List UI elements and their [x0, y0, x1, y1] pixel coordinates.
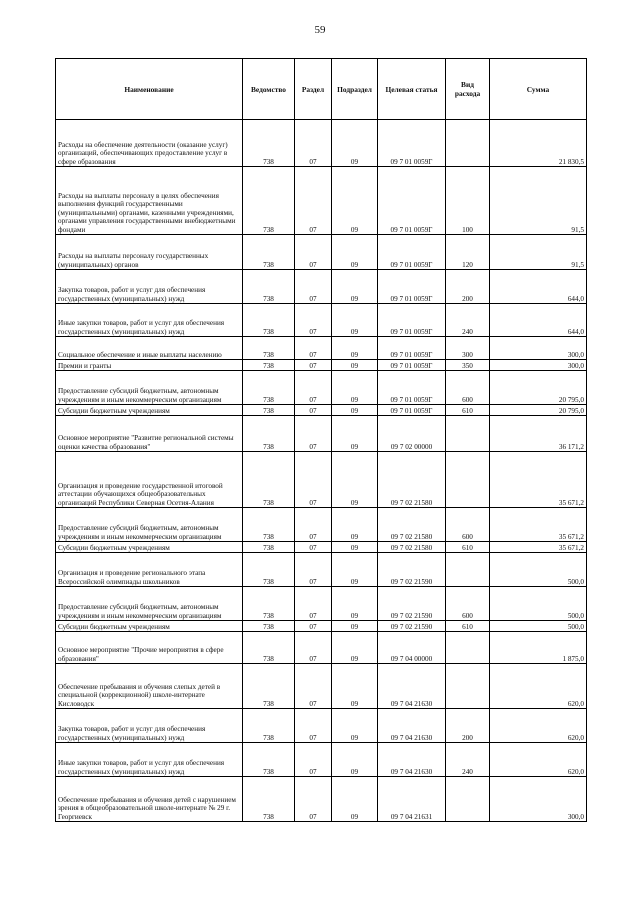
cell-name: Основное мероприятие "Прочие мероприятия в сфере образования": [56, 632, 243, 664]
cell-sum: 500,0: [490, 587, 587, 621]
cell-dept: 738: [243, 360, 295, 371]
cell-name: Предоставление субсидий бюджетным, автономным учреждениям и иным некоммерческим организациям: [56, 371, 243, 405]
cell-type: 200: [446, 270, 490, 304]
cell-dept: 738: [243, 167, 295, 235]
header-section: Раздел: [295, 59, 332, 120]
table-row: [56, 360, 587, 371]
cell-target: 09 7 01 0059Г: [378, 405, 446, 416]
table-row: [56, 743, 587, 777]
cell-dept: 738: [243, 120, 295, 167]
cell-target: 09 7 01 0059Г: [378, 235, 446, 270]
cell-dept: 738: [243, 371, 295, 405]
cell-target: 09 7 02 21580: [378, 452, 446, 508]
page-number: 59: [314, 24, 326, 36]
cell-sum: 300,0: [490, 777, 587, 822]
cell-target: 09 7 01 0059Г: [378, 270, 446, 304]
cell-sum: 620,0: [490, 743, 587, 777]
cell-type: [446, 452, 490, 508]
cell-target: 09 7 01 0059Г: [378, 167, 446, 235]
cell-dept: 738: [243, 777, 295, 822]
header-dept: Ведомство: [243, 59, 295, 120]
cell-sum: 500,0: [490, 621, 587, 632]
cell-dept: 738: [243, 743, 295, 777]
cell-section: 07: [295, 508, 332, 542]
table-row: [56, 167, 587, 235]
cell-section: 07: [295, 553, 332, 587]
cell-sum: 20 795,0: [490, 371, 587, 405]
cell-dept: 738: [243, 553, 295, 587]
table-row: [56, 304, 587, 337]
table-row: [56, 777, 587, 822]
cell-type: 600: [446, 508, 490, 542]
cell-section: 07: [295, 360, 332, 371]
cell-sum: 620,0: [490, 709, 587, 743]
cell-subsection: 09: [332, 621, 378, 632]
table-row: [56, 508, 587, 542]
cell-section: 07: [295, 337, 332, 360]
cell-target: 09 7 02 21590: [378, 587, 446, 621]
cell-section: 07: [295, 120, 332, 167]
cell-target: 09 7 01 0059Г: [378, 120, 446, 167]
cell-subsection: 09: [332, 167, 378, 235]
cell-type: 600: [446, 371, 490, 405]
cell-target: 09 7 04 21630: [378, 709, 446, 743]
cell-subsection: 09: [332, 337, 378, 360]
cell-target: 09 7 02 21580: [378, 508, 446, 542]
cell-sum: 1 875,0: [490, 632, 587, 664]
table-row: [56, 416, 587, 452]
cell-subsection: 09: [332, 120, 378, 167]
cell-target: 09 7 02 21590: [378, 553, 446, 587]
cell-subsection: 09: [332, 304, 378, 337]
cell-type: [446, 664, 490, 709]
cell-dept: 738: [243, 664, 295, 709]
cell-type: [446, 553, 490, 587]
table-row: [56, 337, 587, 360]
cell-name: Основное мероприятие "Развитие региональной системы оценки качества образования": [56, 416, 243, 452]
cell-dept: 738: [243, 416, 295, 452]
table-row: [56, 270, 587, 304]
cell-subsection: 09: [332, 587, 378, 621]
cell-subsection: 09: [332, 235, 378, 270]
cell-type: 240: [446, 743, 490, 777]
cell-sum: 36 171,2: [490, 416, 587, 452]
cell-section: 07: [295, 235, 332, 270]
table-row: [56, 542, 587, 553]
cell-type: 300: [446, 337, 490, 360]
cell-section: 07: [295, 304, 332, 337]
cell-name: Организация и проведение государственной итоговой аттестации обучающихся общеобразовательных организаций Республики Северная Осетия-Алания: [56, 452, 243, 508]
cell-section: 07: [295, 621, 332, 632]
cell-target: 09 7 01 0059Г: [378, 337, 446, 360]
cell-section: 07: [295, 167, 332, 235]
cell-subsection: 09: [332, 270, 378, 304]
cell-name: Социальное обеспечение и иные выплаты населению: [56, 337, 243, 360]
cell-name: Закупка товаров, работ и услуг для обеспечения государственных (муниципальных) нужд: [56, 709, 243, 743]
cell-type: 610: [446, 405, 490, 416]
table-row: [56, 632, 587, 664]
cell-section: 07: [295, 632, 332, 664]
cell-dept: 738: [243, 235, 295, 270]
table-row: [56, 371, 587, 405]
cell-type: [446, 777, 490, 822]
cell-sum: 644,0: [490, 304, 587, 337]
cell-name: Предоставление субсидий бюджетным, автономным учреждениям и иным некоммерческим организациям: [56, 587, 243, 621]
cell-name: Иные закупки товаров, работ и услуг для обеспечения государственных (муниципальных) нужд: [56, 304, 243, 337]
cell-subsection: 09: [332, 360, 378, 371]
cell-sum: 35 671,2: [490, 452, 587, 508]
cell-section: 07: [295, 777, 332, 822]
cell-sum: 91,5: [490, 235, 587, 270]
cell-target: 09 7 04 21630: [378, 743, 446, 777]
header-sum: Сумма: [490, 59, 587, 120]
cell-section: 07: [295, 709, 332, 743]
cell-target: 09 7 01 0059Г: [378, 371, 446, 405]
cell-name: Закупка товаров, работ и услуг для обеспечения государственных (муниципальных) нужд: [56, 270, 243, 304]
cell-type: 350: [446, 360, 490, 371]
cell-sum: 20 795,0: [490, 405, 587, 416]
cell-dept: 738: [243, 587, 295, 621]
cell-subsection: 09: [332, 416, 378, 452]
cell-target: 09 7 04 00000: [378, 632, 446, 664]
cell-section: 07: [295, 405, 332, 416]
cell-type: 120: [446, 235, 490, 270]
cell-dept: 738: [243, 452, 295, 508]
table-row: [56, 405, 587, 416]
cell-dept: 738: [243, 337, 295, 360]
cell-sum: 35 671,2: [490, 508, 587, 542]
header-target: Целевая статья: [378, 59, 446, 120]
cell-subsection: 09: [332, 709, 378, 743]
cell-subsection: 09: [332, 664, 378, 709]
cell-name: Расходы на выплаты персоналу в целях обеспечения выполнения функций государственными (муниципальными) органами, казенными учреждениями, органами управления государственными внебюджетными фондами: [56, 167, 243, 235]
cell-section: 07: [295, 664, 332, 709]
cell-type: 240: [446, 304, 490, 337]
cell-sum: 300,0: [490, 337, 587, 360]
cell-target: 09 7 04 21630: [378, 664, 446, 709]
cell-sum: 500,0: [490, 553, 587, 587]
cell-section: 07: [295, 743, 332, 777]
cell-name: Субсидии бюджетным учреждениям: [56, 405, 243, 416]
cell-target: 09 7 02 21580: [378, 542, 446, 553]
cell-name: Субсидии бюджетным учреждениям: [56, 542, 243, 553]
table-row: [56, 621, 587, 632]
cell-subsection: 09: [332, 632, 378, 664]
table-row: [56, 452, 587, 508]
cell-section: 07: [295, 371, 332, 405]
cell-name: Организация и проведение регионального этапа Всероссийской олимпиады школьников: [56, 553, 243, 587]
cell-section: 07: [295, 452, 332, 508]
cell-subsection: 09: [332, 743, 378, 777]
cell-type: 200: [446, 709, 490, 743]
header-subsection: Подраздел: [332, 59, 378, 120]
header-name: Наименование: [56, 59, 243, 120]
cell-dept: 738: [243, 621, 295, 632]
cell-name: Обеспечение пребывания и обучения детей с нарушением зрения в общеобразовательной школе-интернате № 29 г. Георгиевск: [56, 777, 243, 822]
cell-name: Премии и гранты: [56, 360, 243, 371]
cell-type: 100: [446, 167, 490, 235]
table-row: [56, 553, 587, 587]
cell-target: 09 7 02 21590: [378, 621, 446, 632]
cell-sum: 620,0: [490, 664, 587, 709]
cell-dept: 738: [243, 270, 295, 304]
cell-target: 09 7 01 0059Г: [378, 304, 446, 337]
cell-name: Обеспечение пребывания и обучения слепых детей в специальной (коррекционной) школе-интернате Кисловодск: [56, 664, 243, 709]
cell-dept: 738: [243, 542, 295, 553]
cell-dept: 738: [243, 304, 295, 337]
cell-subsection: 09: [332, 371, 378, 405]
cell-section: 07: [295, 416, 332, 452]
cell-type: 610: [446, 542, 490, 553]
cell-sum: 21 830,5: [490, 120, 587, 167]
cell-type: 600: [446, 587, 490, 621]
table-row: [56, 664, 587, 709]
cell-dept: 738: [243, 632, 295, 664]
table-row: [56, 587, 587, 621]
cell-type: [446, 632, 490, 664]
cell-dept: 738: [243, 405, 295, 416]
cell-subsection: 09: [332, 542, 378, 553]
table-row: [56, 709, 587, 743]
cell-section: 07: [295, 542, 332, 553]
cell-name: Субсидии бюджетным учреждениям: [56, 621, 243, 632]
cell-type: 610: [446, 621, 490, 632]
cell-dept: 738: [243, 508, 295, 542]
cell-subsection: 09: [332, 553, 378, 587]
cell-subsection: 09: [332, 405, 378, 416]
cell-target: 09 7 02 00000: [378, 416, 446, 452]
cell-dept: 738: [243, 709, 295, 743]
cell-target: 09 7 04 21631: [378, 777, 446, 822]
cell-sum: 644,0: [490, 270, 587, 304]
cell-name: Иные закупки товаров, работ и услуг для обеспечения государственных (муниципальных) нужд: [56, 743, 243, 777]
header-type: Вид расхода: [446, 59, 490, 120]
table-header-row: [56, 59, 587, 120]
cell-sum: 91,5: [490, 167, 587, 235]
cell-subsection: 09: [332, 452, 378, 508]
cell-sum: 35 671,2: [490, 542, 587, 553]
cell-sum: 300,0: [490, 360, 587, 371]
cell-name: Расходы на обеспечение деятельности (оказание услуг) организаций, обеспечивающих предоставление услуг в сфере образования: [56, 120, 243, 167]
table-row: [56, 235, 587, 270]
cell-subsection: 09: [332, 777, 378, 822]
cell-name: Предоставление субсидий бюджетным, автономным учреждениям и иным некоммерческим организациям: [56, 508, 243, 542]
cell-subsection: 09: [332, 508, 378, 542]
cell-section: 07: [295, 587, 332, 621]
cell-target: 09 7 01 0059Г: [378, 360, 446, 371]
cell-section: 07: [295, 270, 332, 304]
budget-table: [55, 58, 587, 822]
table-row: [56, 120, 587, 167]
cell-type: [446, 416, 490, 452]
cell-name: Расходы на выплаты персоналу государственных (муниципальных) органов: [56, 235, 243, 270]
cell-type: [446, 120, 490, 167]
